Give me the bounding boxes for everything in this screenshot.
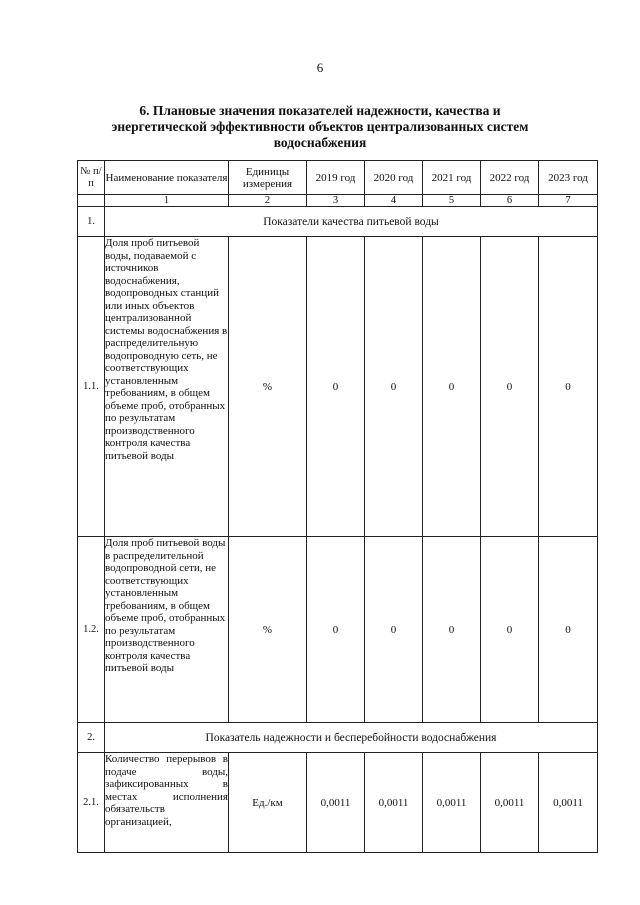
header-row xyxy=(78,161,598,195)
section-title: Показатель надежности и бесперебойности водоснабжения xyxy=(105,723,598,753)
document-title: 6. Плановые значения показателей надежности, качества и энергетической эффективности объектов централизованных систем водоснабжения xyxy=(111,103,529,150)
indicators-table xyxy=(77,160,598,853)
value-cell: 0,0011 xyxy=(307,753,365,853)
value-cell: 0 xyxy=(481,537,539,723)
value-cell: 0 xyxy=(307,537,365,723)
header-year: 2021 год xyxy=(423,161,481,195)
value-cell: 0 xyxy=(307,237,365,537)
column-number: 4 xyxy=(365,195,423,207)
indicator-name: Количество перерывов в подаче воды, зафиксированных в местах исполнения обязательств организацией, xyxy=(105,753,229,853)
value-cell: 0 xyxy=(539,537,598,723)
value-cell: 0 xyxy=(423,537,481,723)
section-number: 2. xyxy=(78,723,105,753)
header-year: 2020 год xyxy=(365,161,423,195)
column-number: 5 xyxy=(423,195,481,207)
table-row xyxy=(78,237,598,537)
header-year: 2023 год xyxy=(539,161,598,195)
indicator-name: Доля проб питьевой воды в распределительной водопроводной сети, не соответствующих установленным требованиям, в общем объеме проб, отобранных по результатам производственного контроля качества питьевой воды xyxy=(105,537,229,723)
header-year: 2019 год xyxy=(307,161,365,195)
section-title: Показатели качества питьевой воды xyxy=(105,207,598,237)
section-row xyxy=(78,207,598,237)
value-cell: 0 xyxy=(365,537,423,723)
column-number: 1 xyxy=(105,195,229,207)
unit-cell: Ед./км xyxy=(229,753,307,853)
unit-cell: % xyxy=(229,237,307,537)
header-year: 2022 год xyxy=(481,161,539,195)
column-number: 6 xyxy=(481,195,539,207)
column-number: 3 xyxy=(307,195,365,207)
value-cell: 0,0011 xyxy=(365,753,423,853)
unit-cell: % xyxy=(229,537,307,723)
column-number: 7 xyxy=(539,195,598,207)
value-cell: 0 xyxy=(539,237,598,537)
column-number xyxy=(78,195,105,207)
indicator-name: Доля проб питьевой воды, подаваемой с источников водоснабжения, водопроводных станций или иных объектов централизованной системы водоснабжения в распределительную водопроводную сеть, не соответствующих установленным требованиям, в общем объеме проб, отобранных по результатам производственного контроля качества питьевой воды xyxy=(105,237,229,537)
section-number: 1. xyxy=(78,207,105,237)
row-number: 1.2. xyxy=(78,537,105,723)
table-row xyxy=(78,537,598,723)
page-number: 6 xyxy=(316,60,324,75)
value-cell: 0 xyxy=(481,237,539,537)
section-row xyxy=(78,723,598,753)
header-name: Наименование показателя xyxy=(105,161,229,195)
header-unit: Единицы измерения xyxy=(229,161,307,195)
value-cell: 0,0011 xyxy=(423,753,481,853)
table-row xyxy=(78,753,598,853)
header-num: № п/п xyxy=(78,161,105,195)
value-cell: 0,0011 xyxy=(481,753,539,853)
value-cell: 0 xyxy=(365,237,423,537)
row-number: 2.1. xyxy=(78,753,105,853)
row-number: 1.1. xyxy=(78,237,105,537)
value-cell: 0,0011 xyxy=(539,753,598,853)
column-number: 2 xyxy=(229,195,307,207)
column-numbers-row xyxy=(78,195,598,207)
value-cell: 0 xyxy=(423,237,481,537)
